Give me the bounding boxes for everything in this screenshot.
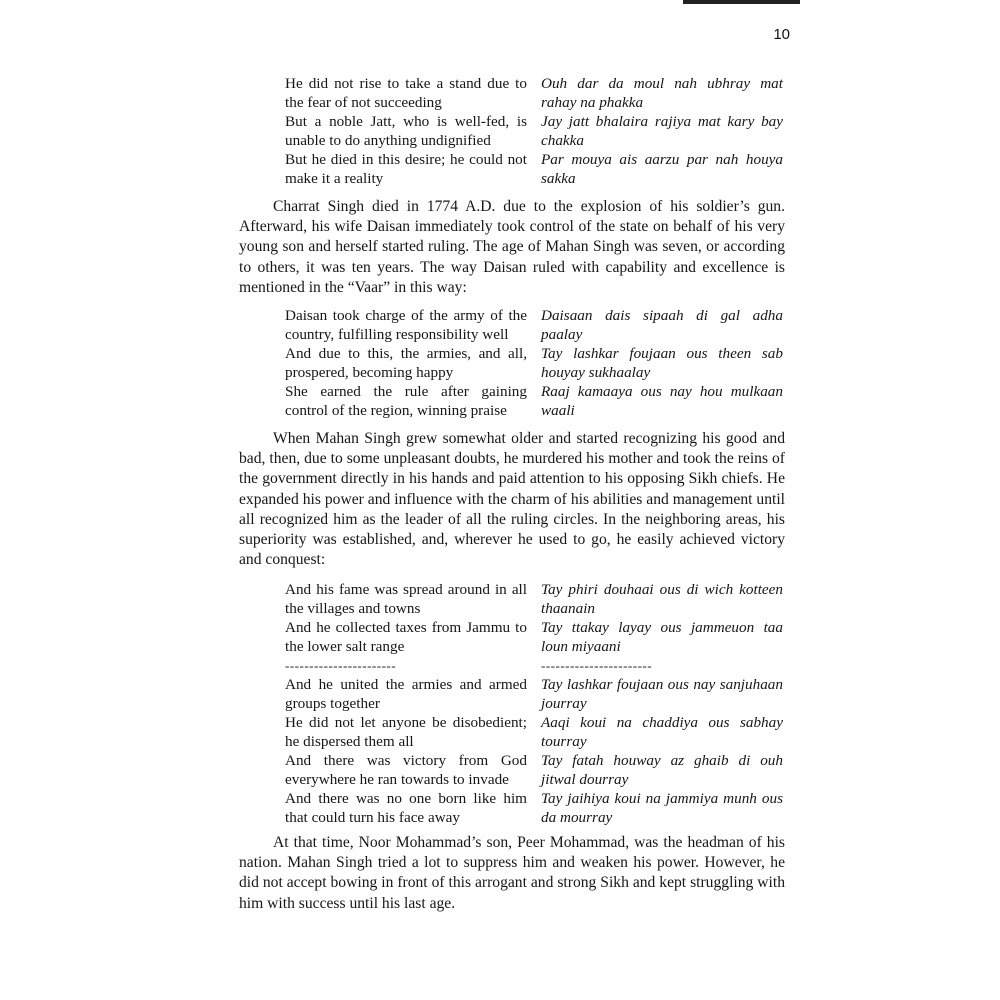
punjabi-verse: Ouh dar da moul nah ubhray mat rahay na phakka [541,75,783,111]
english-verse: And due to this, the armies, and all, prospered, becoming happy [285,345,527,381]
punjabi-verse: Jay jatt bhalaira rajiya mat kary bay chakka [541,113,783,149]
couplet [285,344,783,382]
couplet [285,618,783,656]
punjabi-verse: Tay ttakay layay ous jammeuon taa loun miyaani [541,619,783,655]
couplet [285,382,783,420]
english-verse: And there was victory from God everywhere he ran towards to invade [285,752,527,788]
english-verse: But a noble Jatt, who is well-fed, is unable to do anything undignified [285,113,527,149]
separator-dashes: ----------------------- [285,658,397,673]
poem-stanza-3 [285,580,783,827]
page-number: 10 [773,26,790,43]
verse-separator [285,656,783,675]
paragraph: Charrat Singh died in 1774 A.D. due to the explosion of his soldier’s gun. Afterward, his wife Daisan immediately took control of the state on behalf of his very young son and herself started ruling. The age of Mahan Singh was seven, or according to others, it was ten years. The way Daisan ruled with capability and excellence is mentioned in the “Vaar” in this way: [239,198,785,296]
punjabi-verse: Tay fatah houway az ghaib di ouh jitwal dourray [541,752,783,788]
punjabi-verse: Daisaan dais sipaah di gal adha paalay [541,307,783,343]
english-verse: And there was no one born like him that could turn his face away [285,790,527,826]
couplet [285,150,783,188]
punjabi-verse: Tay lashkar foujaan ous theen sab houyay sukhaalay [541,345,783,381]
couplet [285,112,783,150]
english-verse: He did not let anyone be disobedient; he dispersed them all [285,714,527,750]
couplet [285,675,783,713]
punjabi-verse: Tay phiri douhaai ous di wich kotteen thaanain [541,581,783,617]
top-rule [683,0,800,4]
english-verse: And his fame was spread around in all the villages and towns [285,581,527,617]
couplet [285,306,783,344]
couplet [285,580,783,618]
english-verse: She earned the rule after gaining control of the region, winning praise [285,383,527,419]
english-verse: And he united the armies and armed groups together [285,676,527,712]
paragraph: At that time, Noor Mohammad’s son, Peer Mohammad, was the headman of his nation. Mahan Singh tried a lot to suppress him and weaken his power. However, he did not accept bowing in front of this arrogant and strong Sikh and kept struggling with him with success until his last age. [239,834,785,912]
couplet [285,713,783,751]
punjabi-verse: Aaqi koui na chaddiya ous sabhay tourray [541,714,783,750]
separator-dashes: ----------------------- [541,658,653,673]
poem-stanza-2 [285,306,783,420]
punjabi-verse: Tay lashkar foujaan ous nay sanjuhaan jourray [541,676,783,712]
couplet [285,74,783,112]
couplet [285,751,783,789]
english-verse: He did not rise to take a stand due to the fear of not succeeding [285,75,527,111]
english-verse: And he collected taxes from Jammu to the lower salt range [285,619,527,655]
couplet [285,789,783,827]
paragraph: When Mahan Singh grew somewhat older and started recognizing his good and bad, then, due to some unpleasant doubts, he murdered his mother and took the reins of the government directly in his hands and paid attention to his opposing Sikh chiefs. He expanded his power and influence with the charm of his abilities and management until all recognized him as the leader of all the ruling circles. In the neighboring areas, his superiority was established, and, wherever he used to go, he easily achieved victory and conquest: [239,430,785,569]
punjabi-verse: Raaj kamaaya ous nay hou mulkaan waali [541,383,783,419]
punjabi-verse: Par mouya ais aarzu par nah houya sakka [541,151,783,187]
punjabi-verse: Tay jaihiya koui na jammiya munh ous da mourray [541,790,783,826]
english-verse: But he died in this desire; he could not make it a reality [285,151,527,187]
poem-stanza-1 [285,74,783,188]
english-verse: Daisan took charge of the army of the country, fulfilling responsibility well [285,307,527,343]
